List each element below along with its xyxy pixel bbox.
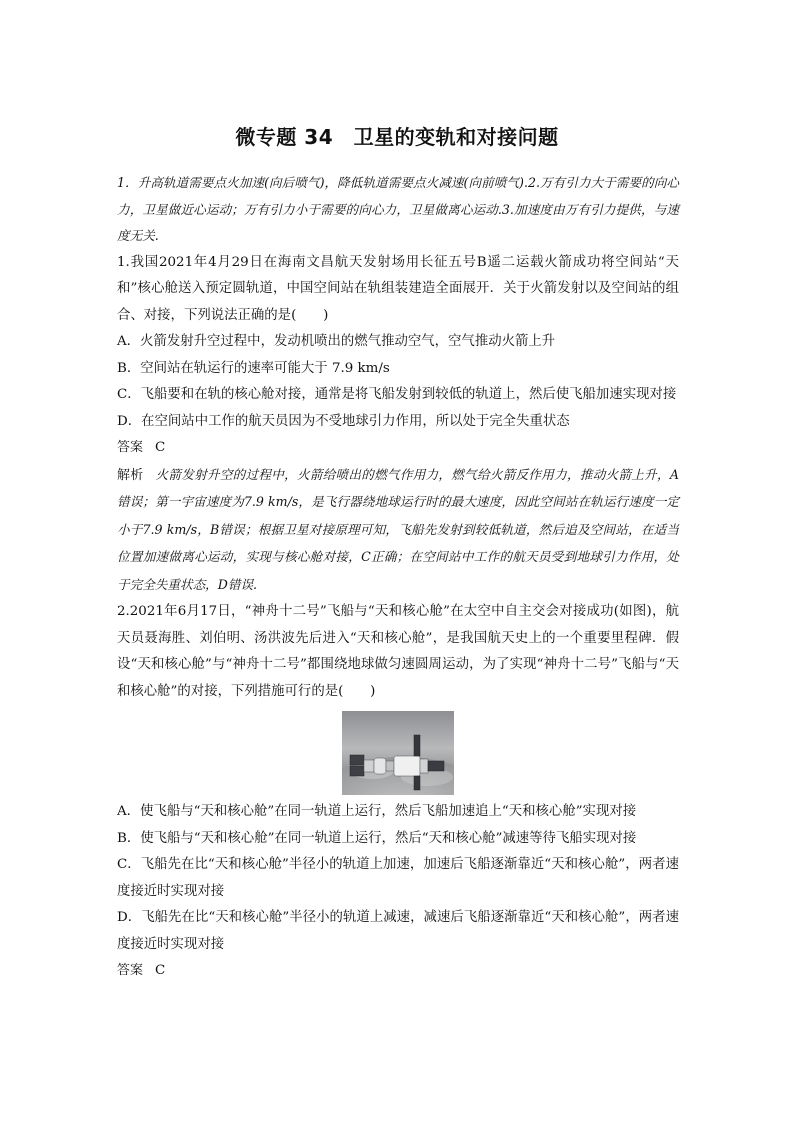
q2-option-b: B．使飞船与“天和核心舱”在同一轨道上运行，然后“天和核心舱”减速等待飞船实现对接 [117,830,637,846]
q1-option-d: D．在空间站中工作的航天员因为不受地球引力作用，所以处于完全失重状态 [117,413,570,429]
q1-stem: 1.我国2021年4月29日在海南文昌航天发射场用长征五号B遥二运载火箭成功将空间站“天和”核心舱送入预定圆轨道，中国空间站在轨组装建造全面展开．关于火箭发射以及空间站的组合、对接，下列说法正确的是( ) [117,254,679,323]
q1-answer-value: C [155,440,166,455]
q1-analysis [117,462,679,600]
q2-option-c: C．飞船先在比“天和核心舱”半径小的轨道上加速，加速后飞船逐渐靠近“天和核心舱”，两者速度接近时实现对接 [117,857,679,899]
docking-photo [342,711,454,795]
q2-option-d: D．飞船先在比“天和核心舱”半径小的轨道上减速，减速后飞船逐渐靠近“天和核心舱”，两者速度接近时实现对接 [117,910,679,952]
q1-option-b: B．空间站在轨运行的速率可能大于 7.9 km/s [117,360,390,376]
summary-paragraph: 1．升高轨道需要点火加速(向后喷气)，降低轨道需要点火减速(向前喷气).2.万有引力大于需要的向心力，卫星做近心运动；万有引力小于需要的向心力，卫星做离心运动.3.加速度由万有引力提供，与速度无关. [117,175,679,243]
q2-option-a: A．使飞船与“天和核心舱”在同一轨道上运行，然后飞船加速追上“天和核心舱”实现对接 [117,804,637,819]
q1-analysis-label: 解析 [117,467,144,483]
q2-stem: 2.2021年6月17日，“神舟十二号”飞船与“天和核心舱”在太空中自主交会对接成功(如图)，航天员聂海胜、刘伯明、汤洪波先后进入“天和核心舱”，是我国航天史上的一个重要里程碑．假设“天和核心舱”与“神舟十二号”都围绕地球做匀速圆周运动，为了实现“神舟十二号”飞船与“天和核心舱”的对接，下列措施可行的是( ) [117,604,679,699]
q2-answer [117,958,679,985]
q1-option-c: C．飞船要和在轨的核心舱对接，通常是将飞船发射到较低的轨道上，然后使飞船加速实现对接 [117,387,677,402]
page-title: 微专题 34 卫星的变轨和对接问题 [235,125,559,149]
q1-option-a: A．火箭发射升空过程中，发动机喷出的燃气推动空气，空气推动火箭上升 [117,334,556,349]
document-body [117,170,679,985]
q1-analysis-text: 火箭发射升空的过程中，火箭给喷出的燃气作用力，燃气给火箭反作用力，推动火箭上升，A错误；第一宇宙速度为7.9 km/s，是飞行器绕地球运行时的最大速度，因此空间站在轨运行速度一定小于7.9 km/s，B错误；根据卫星对接原理可知，飞船先发射到较低轨道，然后追及空间站，在适当位置加速做离心运动，实现与核心舱对接，C正确；在空间站中工作的航天员受到地球引力作用，处于完全失重状态，D错误. [117,466,679,592]
q1-answer [117,435,679,462]
q1-answer-label: 答案 [117,440,144,455]
q2-answer-value: C [155,963,166,978]
q2-answer-label: 答案 [117,963,144,978]
